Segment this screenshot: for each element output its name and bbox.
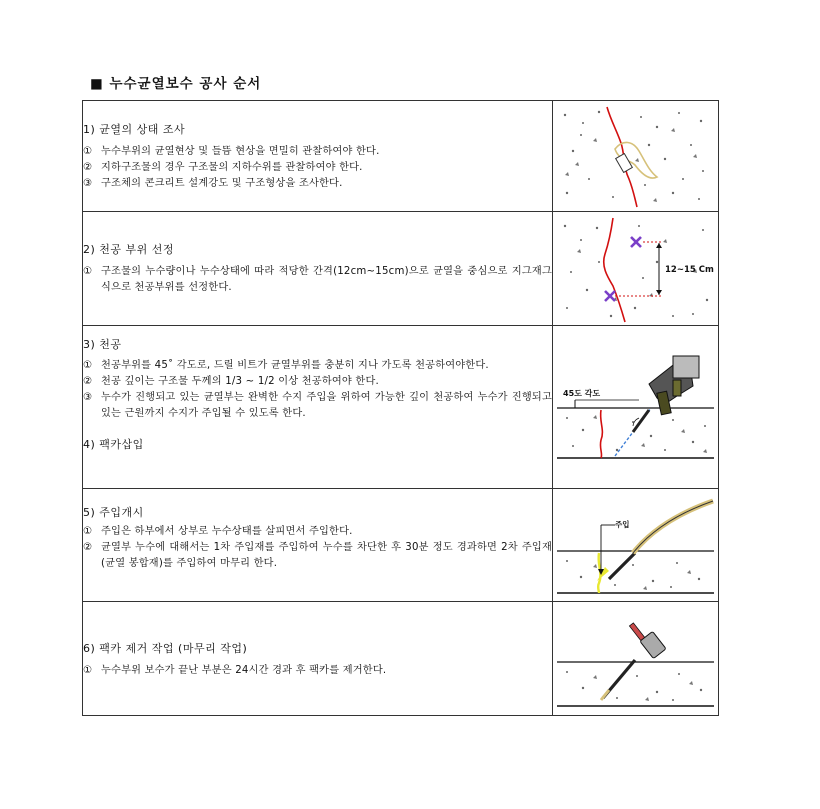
step-3-title: 3) 천공 [83, 338, 122, 351]
drill-mark-upper [631, 237, 641, 247]
step-3-figure [553, 326, 719, 489]
list-item [83, 176, 552, 192]
list-item [83, 374, 552, 390]
item-number: ② [83, 542, 93, 553]
item-number: ① [83, 526, 93, 537]
list-item [83, 663, 552, 679]
item-number: ③ [83, 392, 93, 403]
item-number: ① [83, 360, 93, 371]
item-text: 천공 깊이는 구조물 두께의 1/3 ~ 1/2 이상 천공하여야 한다. [101, 376, 379, 387]
step-2-text [83, 212, 553, 326]
drill-tool-icon [649, 356, 699, 415]
item-number: ① [83, 146, 93, 157]
crack-line [604, 218, 625, 322]
step-2-title: 2) 천공 부위 선정 [83, 243, 175, 256]
page-heading [90, 72, 261, 92]
step-row-6 [83, 602, 719, 716]
packer [609, 553, 635, 579]
angle-label: 45도 각도 [563, 389, 601, 398]
item-number: ① [83, 266, 93, 277]
steps-table [82, 100, 719, 716]
step-3-text [83, 326, 553, 489]
crack-line [600, 410, 602, 458]
step-5-title: 5) 주입개시 [83, 506, 144, 519]
heading-title: 누수균열보수 공사 순서 [109, 76, 262, 92]
hammer-icon [629, 623, 666, 659]
step-row-1 [83, 101, 719, 212]
list-item [83, 160, 552, 176]
step-row-3 [83, 326, 719, 489]
drill-mark-lower [605, 291, 615, 301]
packer-removal-illustration [553, 602, 718, 715]
step-6-title: 6) 팩카 제거 작업 (마무리 작업) [83, 642, 248, 655]
crack-survey-illustration [553, 101, 718, 211]
step-2-figure [553, 212, 719, 326]
item-number: ② [83, 162, 93, 173]
step-1-text [83, 101, 553, 212]
step-row-5 [83, 489, 719, 602]
step-4-title: 4) 팩카삽입 [83, 438, 144, 451]
step-1-figure [553, 101, 719, 212]
item-text: 누수가 진행되고 있는 균열부는 완벽한 수지 주입을 위하여 가능한 깊이 천공하여 누수가 진행되고 있는 근원까지 수지가 주입될 수 있도록 한다. [101, 392, 552, 419]
list-item [83, 144, 552, 160]
item-text: 누수부위의 균열현상 및 들뜸 현상을 면밀히 관찰하여야 한다. [101, 146, 380, 157]
item-text: 천공부위를 45˚ 각도로, 드릴 비트가 균열부위를 충분히 지나 가도록 천공하여야한다. [101, 360, 489, 371]
drill-point-illustration [553, 212, 718, 325]
item-text: 주입은 하부에서 상부로 누수상태를 살피면서 주입한다. [101, 526, 353, 537]
injection-illustration [553, 489, 718, 601]
item-text: 지하구조물의 경우 구조물의 지하수위를 관찰하여야 한다. [101, 162, 363, 173]
drilling-illustration [553, 326, 718, 488]
list-item [83, 540, 552, 572]
item-number: ① [83, 665, 93, 676]
step-row-2 [83, 212, 719, 326]
item-text: 누수부위 보수가 끝난 부분은 24시간 경과 후 팩카를 제거한다. [101, 665, 387, 676]
item-text: 구조체의 콘크리트 설계강도 및 구조형상을 조사한다. [101, 178, 343, 189]
step-6-text [83, 602, 553, 716]
item-text: 구조물의 누수량이나 누수상태에 따라 적당한 간격(12cm~15cm)으로 균열을 중심으로 지그재그 식으로 천공부위를 선정한다. [101, 266, 552, 293]
injection-label: 주입 [615, 520, 630, 529]
heading-marker: ■ [90, 76, 104, 92]
injection-hose [633, 501, 713, 553]
item-number: ② [83, 376, 93, 387]
step-6-figure [553, 602, 719, 716]
step-5-text [83, 489, 553, 602]
list-item [83, 390, 552, 422]
list-item [83, 524, 552, 540]
item-text: 균열부 누수에 대해서는 1차 주입재를 주입하여 누수를 차단한 후 30분 정도 경과하면 2차 주입재(균열 봉합재)를 주입하여 마무리 한다. [101, 542, 552, 569]
list-item [83, 264, 552, 296]
spacing-label: 12~15 Cm [665, 265, 714, 275]
step-1-title: 1) 균열의 상태 조사 [83, 123, 186, 136]
list-item [83, 358, 552, 374]
gauge-icon [616, 154, 633, 173]
item-number: ③ [83, 178, 93, 189]
step-5-figure [553, 489, 719, 602]
